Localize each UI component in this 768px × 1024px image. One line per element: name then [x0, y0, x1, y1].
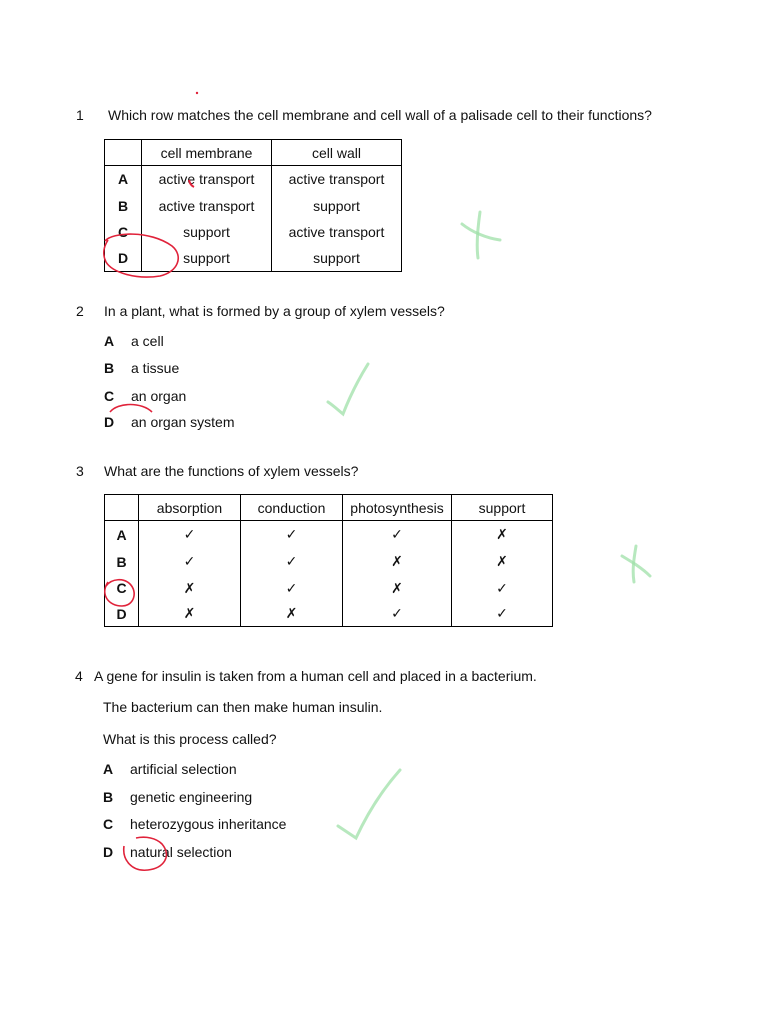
option-letter: A [103, 761, 114, 777]
option-text: natural selection [130, 844, 232, 860]
cross-mark: ✗ [139, 602, 241, 627]
tick-mark: ✓ [139, 521, 241, 549]
row-letter: A [105, 166, 142, 193]
table-cell: active transport [142, 193, 272, 219]
table-cell: active transport [142, 166, 272, 193]
tick-mark: ✓ [241, 521, 343, 549]
option-letter: C [104, 388, 115, 404]
table-header: conduction [241, 495, 343, 521]
option-letter: C [103, 816, 114, 832]
tick-mark: ✓ [241, 549, 343, 575]
row-letter: C [105, 219, 142, 245]
question-text: What is this process called? [103, 731, 277, 747]
stray-dot-mark [196, 92, 198, 94]
tick-mark: ✓ [343, 521, 452, 549]
row-letter: C [105, 575, 139, 602]
tick-mark: ✓ [343, 602, 452, 627]
row-letter: B [105, 549, 139, 575]
table-header: photosynthesis [343, 495, 452, 521]
tick-mark: ✓ [139, 549, 241, 575]
cross-mark: ✗ [452, 549, 553, 575]
tick-mark: ✓ [452, 602, 553, 627]
cross-mark-icon [462, 224, 500, 240]
tick-mark-icon [328, 364, 368, 414]
option-letter: B [104, 360, 115, 376]
table-cell: support [272, 193, 402, 219]
question-number: 3 [76, 463, 84, 479]
option-text: heterozygous inheritance [130, 816, 287, 832]
option-text: an organ [131, 388, 187, 404]
option-text: an organ system [131, 414, 235, 430]
table-header: support [452, 495, 553, 521]
table-row [105, 245, 402, 272]
cross-mark: ✗ [343, 549, 452, 575]
question-text: Which row matches the cell membrane and cell wall of a palisade cell to their functions? [108, 107, 652, 123]
table-row [105, 602, 553, 627]
option-letter: A [104, 333, 115, 349]
cross-mark-icon [477, 212, 480, 258]
answer-table [104, 139, 402, 272]
question-text: What are the functions of xylem vessels? [104, 463, 359, 479]
cross-mark: ✗ [241, 602, 343, 627]
table-row [105, 521, 553, 549]
option-letter: D [104, 414, 115, 430]
option-text: genetic engineering [130, 789, 253, 805]
question-number: 1 [76, 107, 84, 123]
row-letter: A [105, 521, 139, 549]
table-header: absorption [139, 495, 241, 521]
answer-table [104, 494, 553, 627]
table-header: cell wall [272, 140, 402, 166]
option-text: a cell [131, 333, 164, 349]
question-text: In a plant, what is formed by a group of xylem vessels? [104, 303, 445, 319]
table-row [105, 193, 402, 219]
table-cell: support [272, 245, 402, 272]
answer-circle-mark [110, 405, 152, 413]
table-cell: active transport [272, 166, 402, 193]
cross-mark-icon [622, 556, 650, 576]
table-cell: support [142, 219, 272, 245]
cross-mark-icon [633, 546, 636, 582]
tick-mark: ✓ [241, 575, 343, 602]
option-text: a tissue [131, 360, 180, 376]
tick-mark-icon [338, 770, 400, 838]
table-row [105, 575, 553, 602]
question-number: 4 [75, 668, 83, 684]
table-cell: support [142, 245, 272, 272]
cross-mark: ✗ [139, 575, 241, 602]
table-row [105, 549, 553, 575]
row-letter: B [105, 193, 142, 219]
cross-mark: ✗ [343, 575, 452, 602]
table-cell: active transport [272, 219, 402, 245]
question-number: 2 [76, 303, 84, 319]
table-row [105, 219, 402, 245]
option-letter: D [103, 844, 114, 860]
question-text: The bacterium can then make human insulin. [103, 699, 383, 715]
row-letter: D [105, 602, 139, 627]
table-row [105, 166, 402, 193]
row-letter: D [105, 245, 142, 272]
tick-mark: ✓ [452, 575, 553, 602]
option-text: artificial selection [130, 761, 237, 777]
table-header: cell membrane [142, 140, 272, 166]
question-text: A gene for insulin is taken from a human cell and placed in a bacterium. [94, 668, 537, 684]
cross-mark: ✗ [452, 521, 553, 549]
option-letter: B [103, 789, 114, 805]
